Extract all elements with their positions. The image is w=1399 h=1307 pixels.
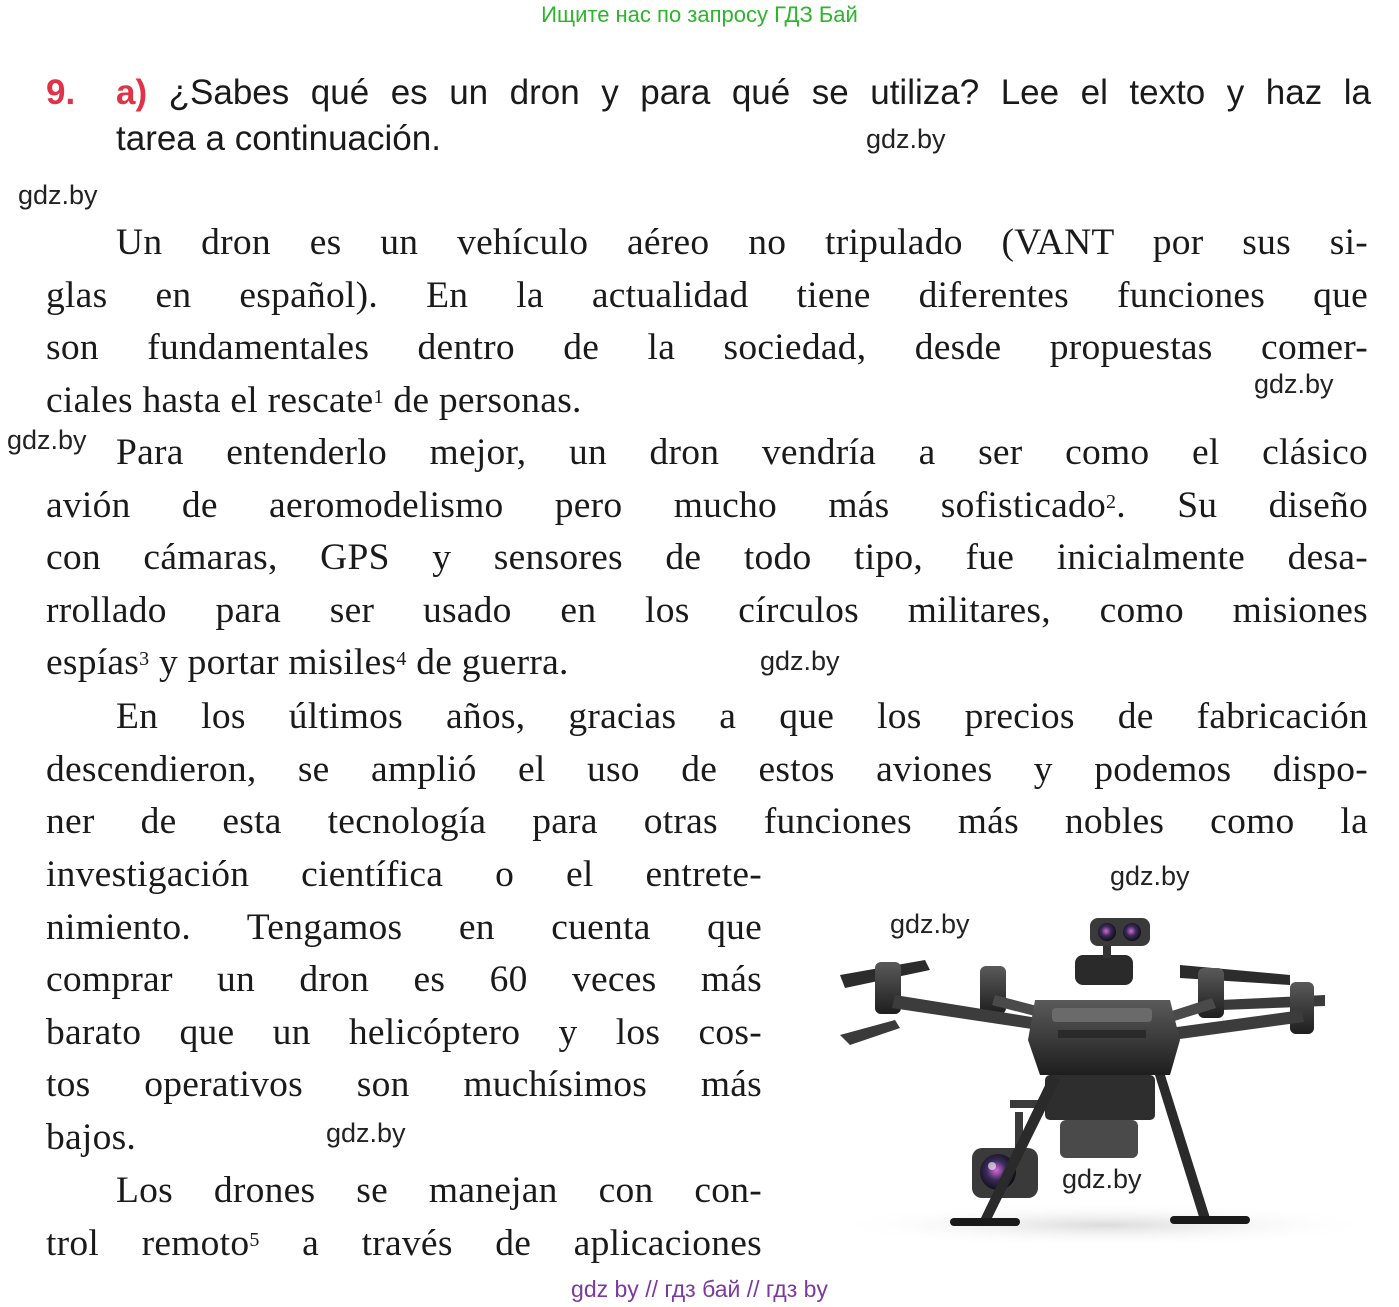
text-line: investigación científica o el entrete-	[46, 854, 762, 895]
task-number: 9.	[46, 73, 76, 112]
paragraph-1	[46, 217, 1368, 427]
text-line: rrollado para ser usado en los círculos militares, como misiones	[46, 589, 1368, 631]
text-line: glas en español). En la actualidad tiene diferentes funciones que	[46, 274, 1368, 316]
text-span: avión de aeromodelismo pero mucho más sofisticado	[46, 484, 1107, 526]
text-line: Para entenderlo mejor, un dron vendría a ser como el clásico	[116, 432, 1368, 473]
text-line	[46, 637, 1368, 690]
text-span: espías	[46, 642, 140, 684]
text-span: . Su diseño	[1116, 484, 1369, 526]
watermark: gdz.by	[890, 909, 970, 939]
watermark: gdz.by	[18, 180, 98, 210]
text-line: Un dron es un vehículo aéreo no tripulado (VANT por sus si-	[116, 222, 1368, 263]
watermark: gdz.by	[1110, 861, 1190, 891]
task-instruction-line-2: tarea a continuación.	[116, 119, 441, 158]
watermark: gdz.by	[326, 1118, 406, 1148]
text-line: ner de esta tecnología para otras funciones más nobles como la	[46, 801, 1368, 843]
text-span: ciales hasta el rescate	[46, 379, 374, 421]
watermark: gdz.by	[1062, 1164, 1142, 1194]
text-span: de guerra.	[406, 642, 569, 684]
text-line: son fundamentales dentro de la sociedad, desde propuestas comer-	[46, 327, 1368, 369]
text-line: con cámaras, GPS y sensores de todo tipo, fue inicialmente desa-	[46, 537, 1368, 579]
text-line: En los últimos años, gracias a que los precios de fabricación	[116, 696, 1368, 737]
footnote-marker: 1	[373, 385, 384, 408]
footnote-marker: 4	[396, 648, 407, 671]
task-instruction-line-1	[116, 70, 1371, 116]
paragraph-2	[46, 427, 1368, 690]
text-line: Los drones se manejan con con-	[116, 1170, 762, 1211]
text-span: trol remoto	[46, 1222, 250, 1264]
text-span: y portar misiles	[149, 642, 397, 684]
footer-links[interactable]: gdz by // гдз бай // гдз by	[571, 1276, 828, 1302]
text-line: descendieron, se amplió el uso de estos aviones y podemos dispo-	[46, 748, 1368, 790]
paragraph-3-column	[46, 849, 762, 1165]
task-instruction-text-1: ¿Sabes qué es un dron y para qué se utiliza? Lee el texto y haz la	[168, 73, 1371, 112]
text-span: de personas.	[383, 379, 582, 421]
footnote-marker: 2	[1106, 490, 1117, 513]
text-line	[46, 375, 1368, 428]
text-span: a través de aplicaciones	[259, 1222, 762, 1264]
text-line: nimiento. Tengamos en cuenta que	[46, 906, 762, 948]
text-line: barato que un helicóptero y los cos-	[46, 1011, 762, 1053]
text-line: bajos.	[46, 1116, 137, 1158]
watermark: gdz.by	[866, 124, 946, 154]
text-line: comprar un dron es 60 veces más	[46, 959, 762, 1001]
watermark: gdz.by	[1254, 369, 1334, 399]
drone-photo	[820, 900, 1390, 1250]
paragraph-3	[46, 691, 1368, 849]
task-sub-label: a)	[116, 73, 148, 112]
footnote-marker: 3	[139, 648, 150, 671]
watermark: gdz.by	[760, 646, 840, 676]
text-line	[46, 1218, 762, 1271]
watermark: gdz.by	[7, 425, 87, 455]
top-banner[interactable]: Ищите нас по запросу ГДЗ Бай	[541, 2, 858, 27]
footnote-marker: 5	[249, 1228, 260, 1251]
paragraph-4	[46, 1165, 762, 1270]
text-line	[46, 480, 1368, 533]
text-line: tos operativos son muchísimos más	[46, 1064, 762, 1106]
